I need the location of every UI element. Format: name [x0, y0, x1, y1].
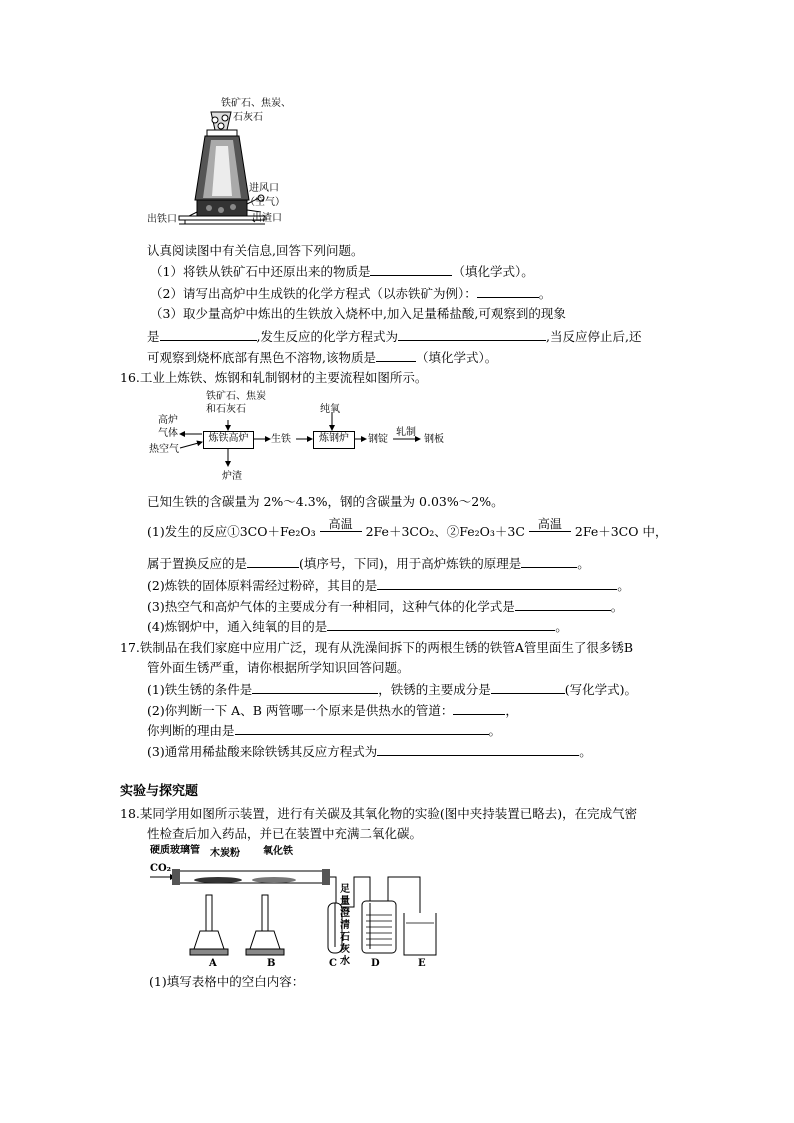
- fig-label-D: D: [371, 958, 380, 969]
- q16-part1-line2: 属于置换反应的是 (填序号，下同)，用于高炉炼铁的原理是 。: [147, 556, 590, 571]
- q16-part4: (4)炼钢炉中，通入纯氧的目的是 。: [147, 619, 568, 634]
- q17-part1: (1)铁生锈的条件是 ，铁锈的主要成分是 (写化学式)。: [147, 682, 637, 697]
- q18-title-line2: 性检查后加入药品，并已在装置中充满二氧化碳。: [147, 826, 423, 841]
- fig-carbon-label: 木炭粉: [210, 848, 240, 859]
- reaction-condition-1: 高温: [320, 518, 362, 532]
- q15-intro: 认真阅读图中有关信息,回答下列问题。: [147, 243, 364, 258]
- fig-label-E: E: [418, 958, 426, 969]
- q16-part1-line1: (1)发生的反应①3CO＋Fe₂O₃ 高温 2Fe＋3CO₂、②Fe₂O₃＋3C 高温 2Fe＋3CO 中，: [147, 517, 668, 539]
- q17-title-line2: 管外面生锈严重，请你根据所学知识回答问题。: [147, 660, 410, 675]
- q17-title-line1: 17.铁制品在我们家庭中应用广泛，现有从洗澡间拆下的两根生锈的铁管A管里面生了很多锈B: [120, 640, 634, 655]
- flow-pig-iron: 生铁: [271, 434, 291, 445]
- furnace-label-top-1: 铁矿石、焦炭、: [221, 98, 291, 109]
- flow-raw-2: 和石灰石: [206, 404, 246, 415]
- fig-oxide-label: 氧化铁: [263, 846, 293, 857]
- flow-ingot: 钢锭: [368, 434, 388, 445]
- flow-steel-furnace-box: 炼钢炉: [313, 431, 355, 449]
- flow-gas-2: 气体: [158, 428, 178, 439]
- q18-part1: (1)填写表格中的空白内容：: [149, 974, 305, 989]
- flow-plate: 钢板: [424, 434, 444, 445]
- fig-label-C: C: [329, 958, 337, 969]
- flow-rolling: 轧制: [396, 427, 416, 438]
- fig-label-A: A: [209, 958, 217, 969]
- q16-known: 已知生铁的含碳量为 2%～4.3%，钢的含碳量为 0.03%～2%。: [147, 494, 504, 509]
- q17-part2-line1: (2)你判断一下 A、B 两管哪一个原来是供热水的管道： ，: [147, 703, 518, 718]
- furnace-label-iron-out: 出铁口: [147, 214, 177, 225]
- fig-tube-label: 硬质玻璃管: [150, 845, 200, 856]
- q16-part2: (2)炼铁的固体原料需经过粉碎，其目的是 。: [147, 578, 630, 593]
- furnace-label-air-2: （空气）: [245, 197, 285, 208]
- furnace-label-air-1: 进风口: [249, 183, 279, 194]
- q15-part3-line2: 是 ,发生反应的化学方程式为 ,当反应停止后,还: [147, 329, 642, 344]
- q18-title-line1: 18.某同学用如图所示装置，进行有关碳及其氧化物的实验(图中夹持装置已略去)，在完成气密: [120, 806, 638, 821]
- q17-part2-line2: 你判断的理由是 。: [147, 723, 502, 738]
- flow-raw-1: 铁矿石、焦炭: [206, 391, 266, 402]
- section-heading: 实验与探究题: [120, 784, 199, 799]
- fig-limewater-label: 足量澄清石灰水: [340, 884, 350, 967]
- reaction-condition-2: 高温: [529, 518, 571, 532]
- q16-part3: (3)热空气和高炉气体的主要成分有一种相同，这种气体的化学式是 。: [147, 599, 624, 614]
- q15-part3-line3: 可观察到烧杯底部有黑色不溶物,该物质是 （填化学式）。: [147, 350, 498, 365]
- q15-part1: （1）将铁从铁矿石中还原出来的物质是 （填化学式）。: [150, 264, 534, 279]
- fig-label-B: B: [267, 958, 276, 969]
- flow-slag: 炉渣: [222, 471, 242, 482]
- q18-apparatus-figure: [148, 843, 448, 973]
- q17-part3: (3)通常用稀盐酸来除铁锈其反应方程式为 。: [147, 744, 592, 759]
- flow-furnace-box: 炼铁高炉: [203, 431, 254, 449]
- q15-part2: （2）请写出高炉中生成铁的化学方程式（以赤铁矿为例）： 。: [150, 286, 552, 301]
- flow-gas-1: 高炉: [158, 415, 178, 426]
- flow-hot-air: 热空气: [149, 444, 179, 455]
- furnace-label-top-2: 石灰石: [233, 112, 263, 123]
- furnace-label-slag-out: 出渣口: [252, 213, 282, 224]
- flow-oxygen: 纯氧: [320, 404, 340, 415]
- q15-part3-line1: （3）取少量高炉中炼出的生铁放入烧杯中,加入足量稀盐酸,可观察到的现象: [150, 306, 566, 321]
- q16-title: 16.工业上炼铁、炼钢和轧制钢材的主要流程如图所示。: [120, 370, 428, 385]
- fig-co2-label: CO₂: [150, 863, 172, 874]
